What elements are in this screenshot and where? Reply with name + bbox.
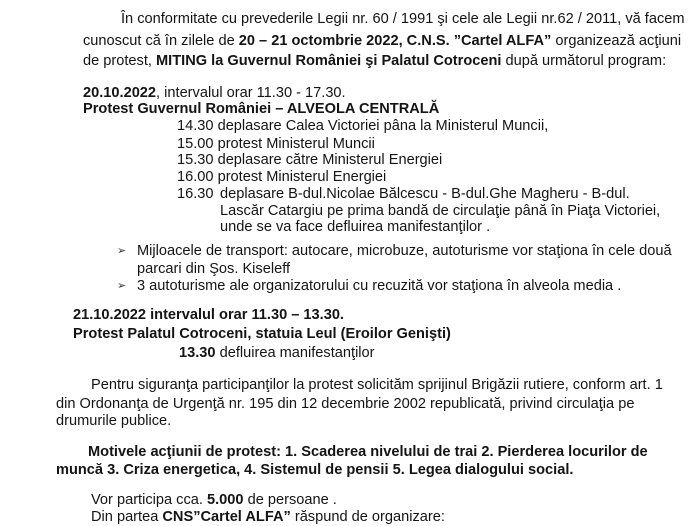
schedule-item: 14.30 deplasare Calea Victoriei pâna la Ministerul Muncii, [177, 118, 549, 134]
schedule-item: 15.00 protest Ministerul Muncii [177, 136, 375, 152]
day2-heading: 21.10.2022 intervalul orar 11.30 – 13.30. [73, 307, 344, 323]
note-transport: parcari din Şos. Kiseleff [137, 261, 291, 277]
day2-title: Protest Palatul Cotroceni, statuia Leul (Eroilor Genişti) [73, 326, 451, 342]
schedule-item: 16.00 protest Ministerul Energiei [177, 169, 387, 185]
intro-line-3: de protest, MITING la Guvernul României şi Palatul Cotroceni după următorul program: [83, 53, 667, 69]
intro-line-2: cunoscut că în zilele de 20 – 21 octombrie 2022, C.N.S. ”Cartel ALFA” organizează acţiuni [83, 33, 682, 49]
schedule-item-route: Lascăr Catargiu pe prima bandă de circulaţie până în Piaţa Victoriei, [220, 203, 661, 219]
motives-line: muncă 3. Criza energetica, 4. Sistemul de pensii 5. Legea dialogului social. [56, 462, 574, 478]
schedule-item-time: 16.30 [177, 186, 214, 202]
organizer-line: Din partea CNS”Cartel ALFA” răspund de organizare: [91, 509, 445, 525]
safety-line: Pentru siguranţa participanţilor la protest solicităm sprijinul Brigăzii rutiere, conform art. 1 [91, 377, 663, 393]
safety-line: din Ordonanţa de Urgenţă nr. 195 din 12 decembrie 2002 republicată, privind circulaţia pe [56, 396, 635, 412]
schedule-item: 15.30 deplasare către Ministerul Energiei [177, 152, 443, 168]
schedule-item-route: deplasare B-dul.Nicolae Bălcescu - B-dul.Ghe Magheru - B-dul. [220, 186, 630, 202]
arrow-bullet-icon: ➢ [117, 245, 127, 257]
safety-line: drumurile publice. [56, 413, 172, 429]
note-transport: Mijloacele de transport: autocare, microbuze, autoturisme vor staţiona în cele două [137, 243, 672, 259]
motives-line: Motivele acţiunii de protest: 1. Scaderea nivelului de trai 2. Pierderea locurilor de [88, 444, 648, 460]
protest-dates: 20 – 21 octombrie 2022, C.N.S. ”Cartel ALFA” [238, 33, 552, 49]
participants-line: Vor participa cca. 5.000 de persoane . [91, 492, 337, 508]
arrow-bullet-icon: ➢ [117, 280, 127, 292]
miting-locations: MITING la Guvernul României şi Palatul Cotroceni [156, 53, 502, 69]
day1-heading: 20.10.2022, intervalul orar 11.30 - 17.30. [83, 85, 346, 101]
day1-title: Protest Guvernul României – ALVEOLA CENTRALĂ [83, 101, 440, 117]
note-cars: 3 autoturisme ale organizatorului cu recuzită vor staţiona în alveola media . [137, 278, 622, 294]
day2-schedule: 13.30 defluirea manifestanţilor [179, 345, 375, 361]
schedule-item-route: unde se va face defluirea manifestanţilor . [220, 219, 491, 235]
intro-line-1: În conformitate cu prevederile Legii nr. 60 / 1991 şi cele ale Legii nr.62 / 2011, vă facem [121, 11, 685, 27]
